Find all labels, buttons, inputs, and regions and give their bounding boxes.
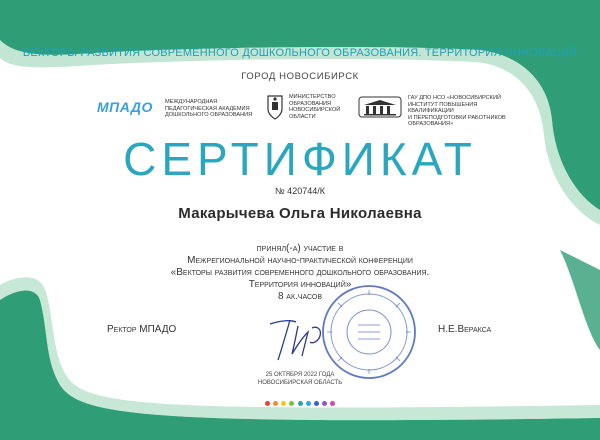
color-dot [289, 401, 294, 406]
ministry-logo-text [289, 94, 355, 120]
color-dot [314, 401, 319, 406]
logo-mpado [97, 97, 267, 121]
logo-institute [358, 95, 518, 128]
color-dot [330, 401, 335, 406]
logo-line: НОВОСИБИРСКОЙ [289, 107, 341, 114]
certificate-number: № 420744/К [275, 186, 325, 196]
issue-region: НОВОСИБИРСКАЯ ОБЛАСТЬ [257, 380, 343, 386]
conference-title: ВЕКТОРЫ РАЗВИТИЯ СОВРЕМЕННОГО ДОШКОЛЬНОГО ОБРАЗОВАНИЯ. ТЕРРИТОРИЯ ИННОВАЦИЙ [22, 47, 578, 59]
color-dot [322, 401, 327, 406]
issue-date-block [0, 371, 600, 387]
body-line: Межрегиональной научно-практической конференции [187, 255, 413, 266]
logo-line: И ПЕРЕПОДГОТОВКИ РАБОТНИКОВ [408, 114, 506, 121]
mpado-logo: МПАДО [97, 99, 153, 115]
signer-name: Н.Е.Веракса [438, 324, 492, 335]
body-line: Территория инноваций» [248, 279, 352, 290]
logo-line: ГАУ ДПО НСО «НОВОСИБИРСКИЙ [408, 95, 501, 101]
logo-line: ДОШКОЛЬНОГО ОБРАЗОВАНИЯ [165, 112, 253, 119]
logo-line: ИНСТИТУТ ПОВЫШЕНИЯ КВАЛИФИКАЦИИ [408, 101, 478, 115]
city-label: ГОРОД НОВОСИБИРСК [241, 71, 359, 82]
rector-label: Ректор МПАДО [107, 324, 177, 335]
color-dot [281, 401, 286, 406]
institute-logo-text [408, 95, 520, 128]
logo-line: ОБЛАСТИ [289, 113, 316, 120]
color-dot [306, 401, 311, 406]
logo-ministry [265, 93, 355, 123]
recipient-name: Макарычева Ольга Николаевна [178, 205, 422, 222]
mpado-logo-text [165, 99, 265, 119]
body-line: принял(-а) участие в [256, 243, 344, 254]
color-dot [265, 401, 270, 406]
body-line: 8 ак.часов [277, 291, 323, 302]
body-line: «Векторы развития современного дошкольного образования. [170, 267, 430, 278]
logo-line: ОБРАЗОВАНИЯ» [408, 121, 454, 128]
color-dot [273, 401, 278, 406]
color-dots-row [0, 393, 600, 411]
institute-building-icon [358, 95, 402, 119]
certificate-body [0, 243, 600, 303]
issue-date: 25 ОКТЯБРЯ 2022 ГОДА [265, 372, 335, 378]
certificate-title: СЕРТИФИКАТ [123, 133, 477, 185]
coat-of-arms-icon [265, 93, 285, 121]
logo-line: ОБРАЗОВАНИЯ [289, 100, 332, 107]
color-dot [298, 401, 303, 406]
logo-line: ПЕДАГОГИЧЕСКАЯ АКАДЕМИЯ [165, 105, 250, 112]
logo-line: МИНИСТЕРСТВО [289, 94, 336, 100]
official-stamp [320, 283, 418, 381]
logo-line: МЕЖДУНАРОДНАЯ [165, 99, 218, 105]
